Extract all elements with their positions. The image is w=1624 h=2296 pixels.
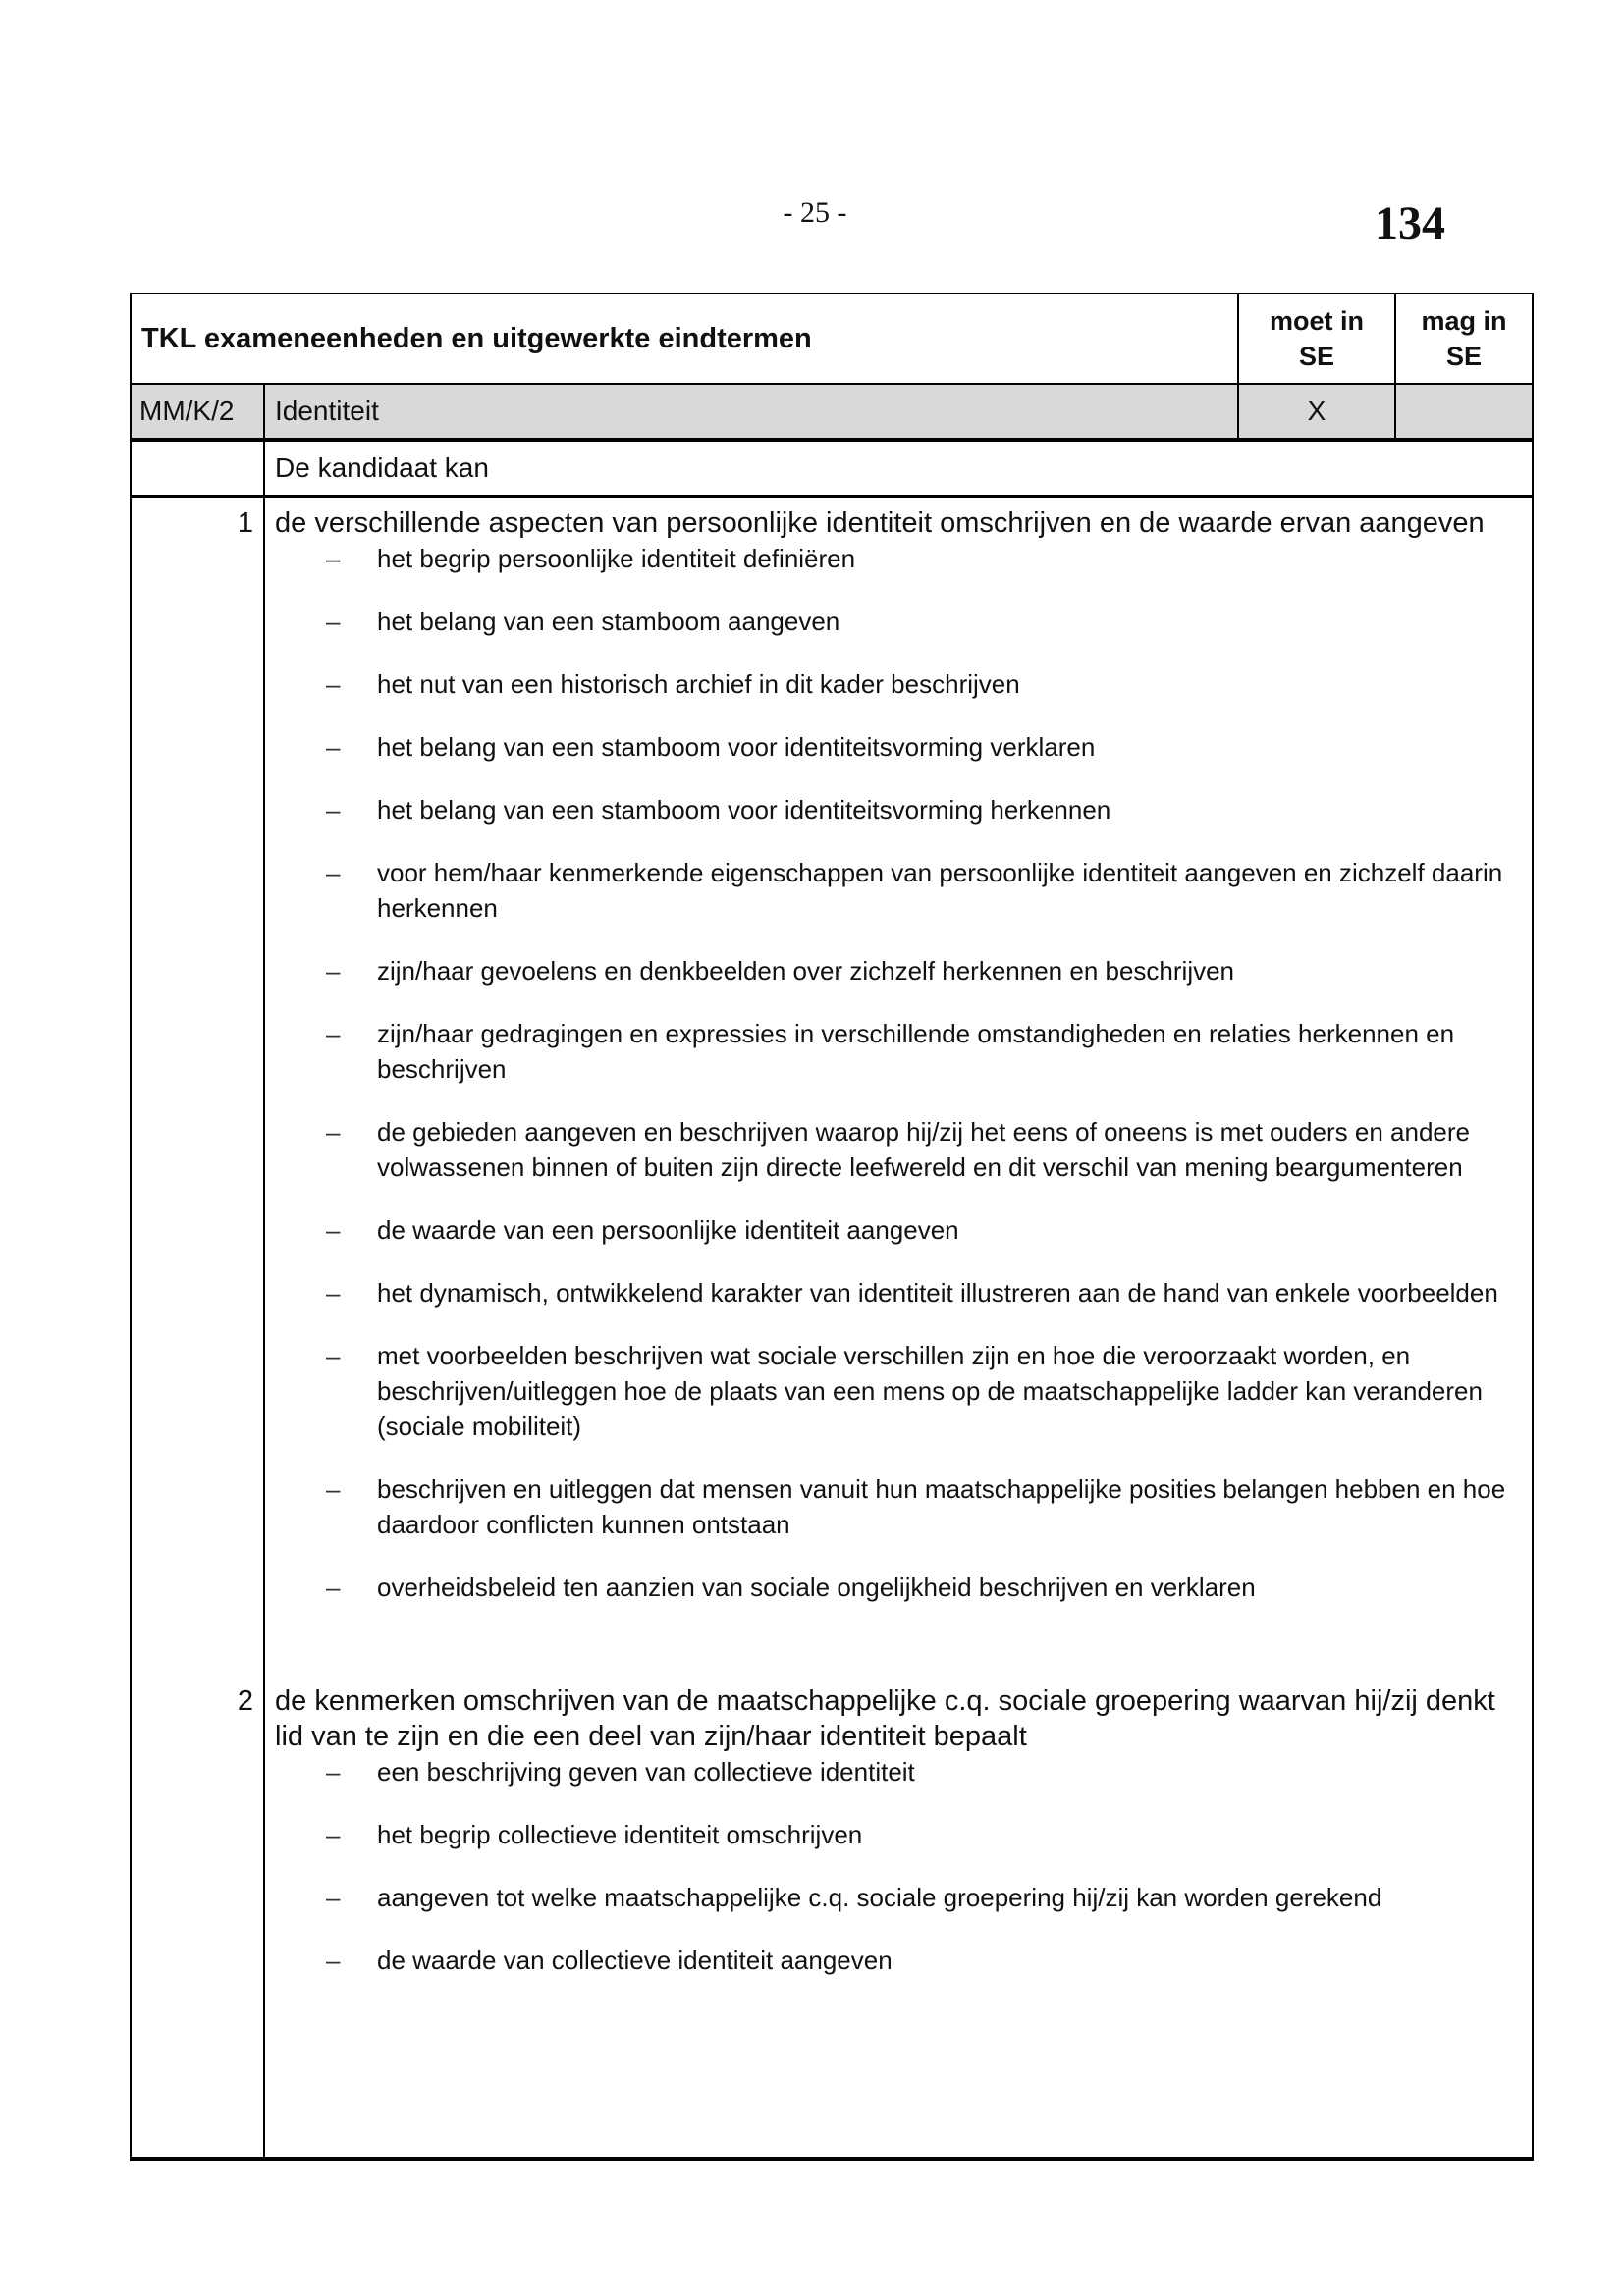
term-number: 1	[237, 507, 253, 539]
dash-bullet-icon: –	[326, 1573, 341, 1602]
unit-row	[131, 384, 1533, 440]
dash-bullet-icon: –	[326, 732, 341, 762]
dash-bullet-icon: –	[326, 1946, 341, 1975]
term-1	[275, 506, 1514, 1605]
exam-units-table	[130, 293, 1534, 2161]
term-2	[275, 1683, 1514, 1978]
column-header-moet-line1: moet in	[1269, 306, 1364, 336]
unit-mag-in-se-mark	[1395, 384, 1533, 440]
list-item: – een beschrijving geven van collectieve identiteit	[326, 1754, 1514, 1789]
column-header-mag-line2: SE	[1445, 342, 1483, 371]
table-title: TKL exameneenheden en uitgewerkte eindtermen	[131, 294, 1238, 384]
list-item: – beschrijven en uitleggen dat mensen vanuit hun maatschappelijke posities belangen hebben en hoe daardoor conflicten kunnen ontstaan	[326, 1471, 1514, 1542]
term-number: 2	[237, 1685, 253, 1717]
column-header-moet-line2: SE	[1298, 342, 1335, 371]
dash-bullet-icon: –	[326, 1757, 341, 1787]
unit-code: MM/K/2	[131, 384, 264, 440]
list-item: – aangeven tot welke maatschappelijke c.q. sociale groepering hij/zij kan worden gerekend	[326, 1880, 1514, 1915]
list-item: – het belang van een stamboom voor identiteitsvorming verklaren	[326, 729, 1514, 765]
document-number: 134	[1375, 197, 1445, 249]
subitem-list	[275, 541, 1514, 1605]
dash-bullet-icon: –	[326, 1215, 341, 1245]
intro-text: De kandidaat kan	[264, 440, 1533, 497]
list-item: – het nut van een historisch archief in dit kader beschrijven	[326, 667, 1514, 702]
list-item: – het begrip collectieve identiteit omschrijven	[326, 1817, 1514, 1852]
dash-bullet-icon: –	[326, 1820, 341, 1849]
dash-bullet-icon: –	[326, 1883, 341, 1912]
dash-bullet-icon: –	[326, 1278, 341, 1308]
list-item: – het begrip persoonlijke identiteit definiëren	[326, 541, 1514, 576]
term-title: de verschillende aspecten van persoonlijke identiteit omschrijven en de waarde ervan aangeven	[275, 507, 1485, 539]
intro-code-cell	[131, 440, 264, 497]
terms-body-row	[131, 497, 1533, 2160]
subitem-list	[275, 1754, 1514, 1978]
term-title: de kenmerken omschrijven van de maatschappelijke c.q. sociale groepering waarvan hij/zij denkt lid van te zijn en die een deel van zijn/haar identiteit bepaalt	[275, 1685, 1495, 1752]
dash-bullet-icon: –	[326, 858, 341, 887]
term-numbers-cell	[131, 497, 264, 2160]
dash-bullet-icon: –	[326, 1474, 341, 1504]
dash-bullet-icon: –	[326, 1117, 341, 1147]
list-item: – het dynamisch, ontwikkelend karakter van identiteit illustreren aan de hand van enkele voorbeelden	[326, 1275, 1514, 1310]
dash-bullet-icon: –	[326, 956, 341, 986]
list-item: – zijn/haar gedragingen en expressies in verschillende omstandigheden en relaties herkennen en beschrijven	[326, 1016, 1514, 1087]
terms-content-cell	[264, 497, 1533, 2160]
list-item: – het belang van een stamboom aangeven	[326, 604, 1514, 639]
list-item: – de waarde van collectieve identiteit aangeven	[326, 1943, 1514, 1978]
list-item: – met voorbeelden beschrijven wat sociale verschillen zijn en hoe die veroorzaakt worden, en beschrijven/uitleggen hoe de plaats van een mens op de maatschappelijke ladder kan veranderen (sociale mobiliteit)	[326, 1338, 1514, 1444]
unit-moet-in-se-mark: X	[1238, 384, 1395, 440]
list-item: – het belang van een stamboom voor identiteitsvorming herkennen	[326, 792, 1514, 828]
list-item: – zijn/haar gevoelens en denkbeelden over zichzelf herkennen en beschrijven	[326, 953, 1514, 988]
list-item: – de waarde van een persoonlijke identiteit aangeven	[326, 1212, 1514, 1248]
table-header-row	[131, 294, 1533, 384]
dash-bullet-icon: –	[326, 795, 341, 825]
dash-bullet-icon: –	[326, 1019, 341, 1048]
list-item: – voor hem/haar kenmerkende eigenschappen van persoonlijke identiteit aangeven en zichzelf daarin herkennen	[326, 855, 1514, 926]
list-item: – overheidsbeleid ten aanzien van sociale ongelijkheid beschrijven en verklaren	[326, 1570, 1514, 1605]
dash-bullet-icon: –	[326, 544, 341, 573]
dash-bullet-icon: –	[326, 669, 341, 699]
column-header-mag-line1: mag in	[1421, 306, 1507, 336]
dash-bullet-icon: –	[326, 1341, 341, 1370]
unit-name: Identiteit	[264, 384, 1238, 440]
dash-bullet-icon: –	[326, 607, 341, 636]
list-item: – de gebieden aangeven en beschrijven waarop hij/zij het eens of oneens is met ouders en andere volwassenen binnen of buiten zijn directe leefwereld en dit verschil van mening beargumenteren	[326, 1114, 1514, 1185]
intro-row	[131, 440, 1533, 497]
column-header-mag-in-se	[1395, 294, 1533, 384]
column-header-moet-in-se	[1238, 294, 1395, 384]
page-number: - 25 -	[783, 196, 847, 229]
